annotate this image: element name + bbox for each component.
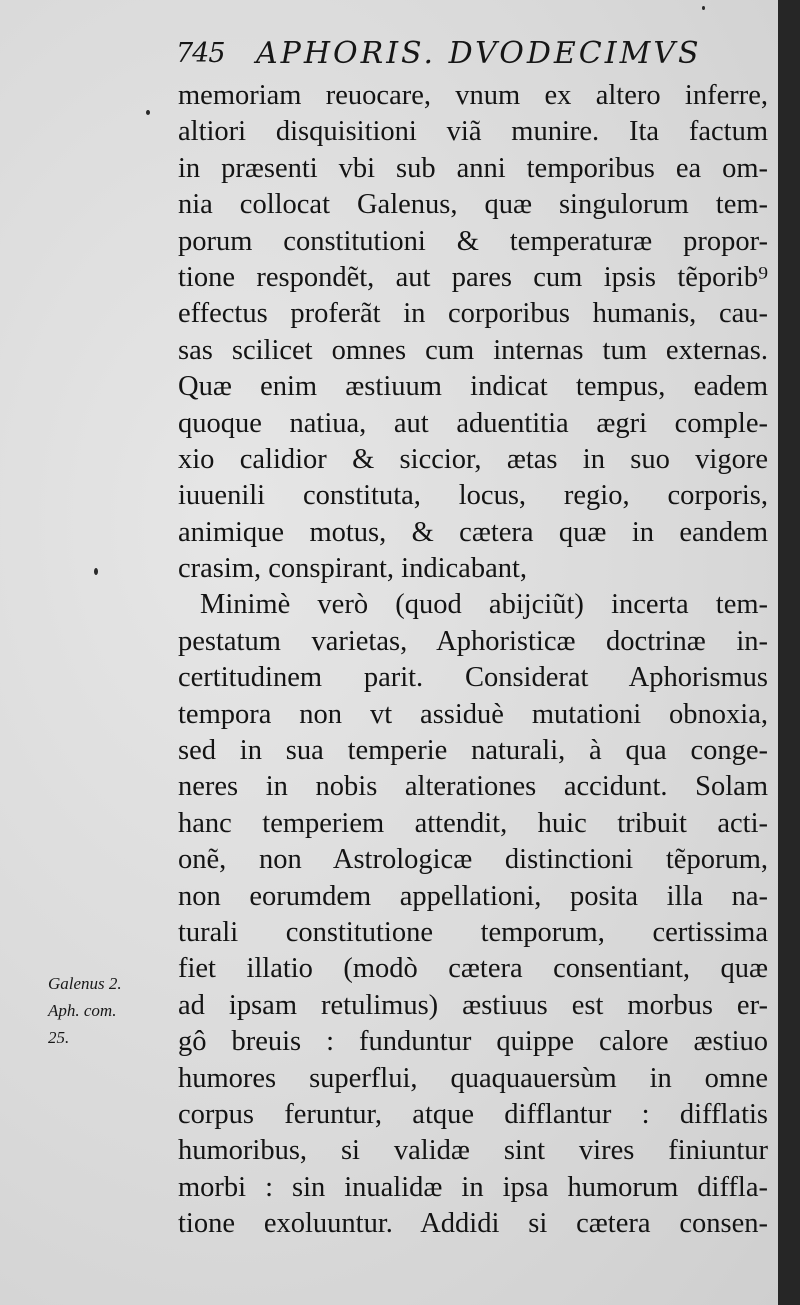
text-line: hanc temperiem attendit, huic tribuit acti- xyxy=(178,807,768,839)
text-line: onẽ, non Astrologicæ distinctioni tẽporum, xyxy=(178,844,768,876)
ink-speck xyxy=(94,568,98,575)
text-line: neres in nobis alterationes accidunt. Solam xyxy=(178,771,768,803)
marginal-note xyxy=(48,970,168,1051)
text-line: humores superflui, quaquauersùm in omne xyxy=(178,1062,768,1094)
text-line: tione exoluuntur. Addidi si cætera consen- xyxy=(178,1208,768,1240)
text-line: sed in sua temperie naturali, à qua conge- xyxy=(178,735,768,767)
marginal-note-line: Aph. com. xyxy=(48,1001,117,1020)
text-line: porum constitutioni & temperaturæ propor- xyxy=(178,225,768,257)
text-line: xio calidior & siccior, ætas in suo vigore xyxy=(178,443,768,475)
text-line: pestatum varietas, Aphoristicæ doctrinæ in- xyxy=(178,625,768,657)
text-line: iuuenili constituta, locus, regio, corporis, xyxy=(178,480,768,512)
ink-speck xyxy=(702,6,705,10)
text-line: corpus feruntur, atque difflantur : difflatis xyxy=(178,1098,768,1130)
text-line: nia collocat Galenus, quæ singulorum tem- xyxy=(178,189,768,221)
text-line: memoriam reuocare, vnum ex altero inferre, xyxy=(178,80,768,111)
text-line: certitudinem parit. Considerat Aphorismus xyxy=(178,662,768,694)
text-line: sas scilicet omnes cum internas tum externas. xyxy=(178,334,768,366)
text-line: crasim, conspirant, indicabant, xyxy=(178,553,528,585)
text-line: non eorumdem appellationi, posita illa na- xyxy=(178,880,768,912)
ink-speck xyxy=(146,110,150,115)
text-line: gô breuis : funduntur quippe calore æstiuo xyxy=(178,1026,768,1058)
marginal-note-line: 25. xyxy=(48,1028,70,1047)
text-line: altiori disquisitioni viã munire. Ita factum xyxy=(178,116,768,148)
text-line: Minimè verò (quod abijciũt) incerta tem- xyxy=(200,589,768,621)
page-edge-shadow xyxy=(778,0,800,1305)
text-line: effectus proferãt in corporibus humanis, cau- xyxy=(178,298,768,330)
body-text xyxy=(178,78,768,1243)
running-title: APHORIS. DVODECIMVS xyxy=(256,36,702,71)
page-number: 745 xyxy=(176,38,225,69)
text-line: tempora non vt assiduè mutationi obnoxia, xyxy=(178,698,768,730)
marginal-note-line: Galenus 2. xyxy=(48,974,122,993)
text-line: fiet illatio (modò cætera consentiant, quæ xyxy=(178,953,768,985)
page-header xyxy=(176,34,766,74)
text-line: humoribus, si validæ sint vires finiuntur xyxy=(178,1135,768,1167)
text-line: turali constitutione temporum, certissima xyxy=(178,916,768,948)
text-line: animique motus, & cætera quæ in eandem xyxy=(178,516,768,548)
text-line: ad ipsam retulimus) æstiuus est morbus er- xyxy=(178,989,768,1021)
text-line: morbi : sin inualidæ in ipsa humorum diffla- xyxy=(178,1171,768,1203)
text-line: quoque natiua, aut aduentitia ægri comple- xyxy=(178,407,768,439)
text-line: Quæ enim æstiuum indicat tempus, eadem xyxy=(178,371,768,403)
text-line: tione respondẽt, aut pares cum ipsis tẽporib⁹ xyxy=(178,261,768,293)
text-line: in præsenti vbi sub anni temporibus ea om- xyxy=(178,152,768,184)
